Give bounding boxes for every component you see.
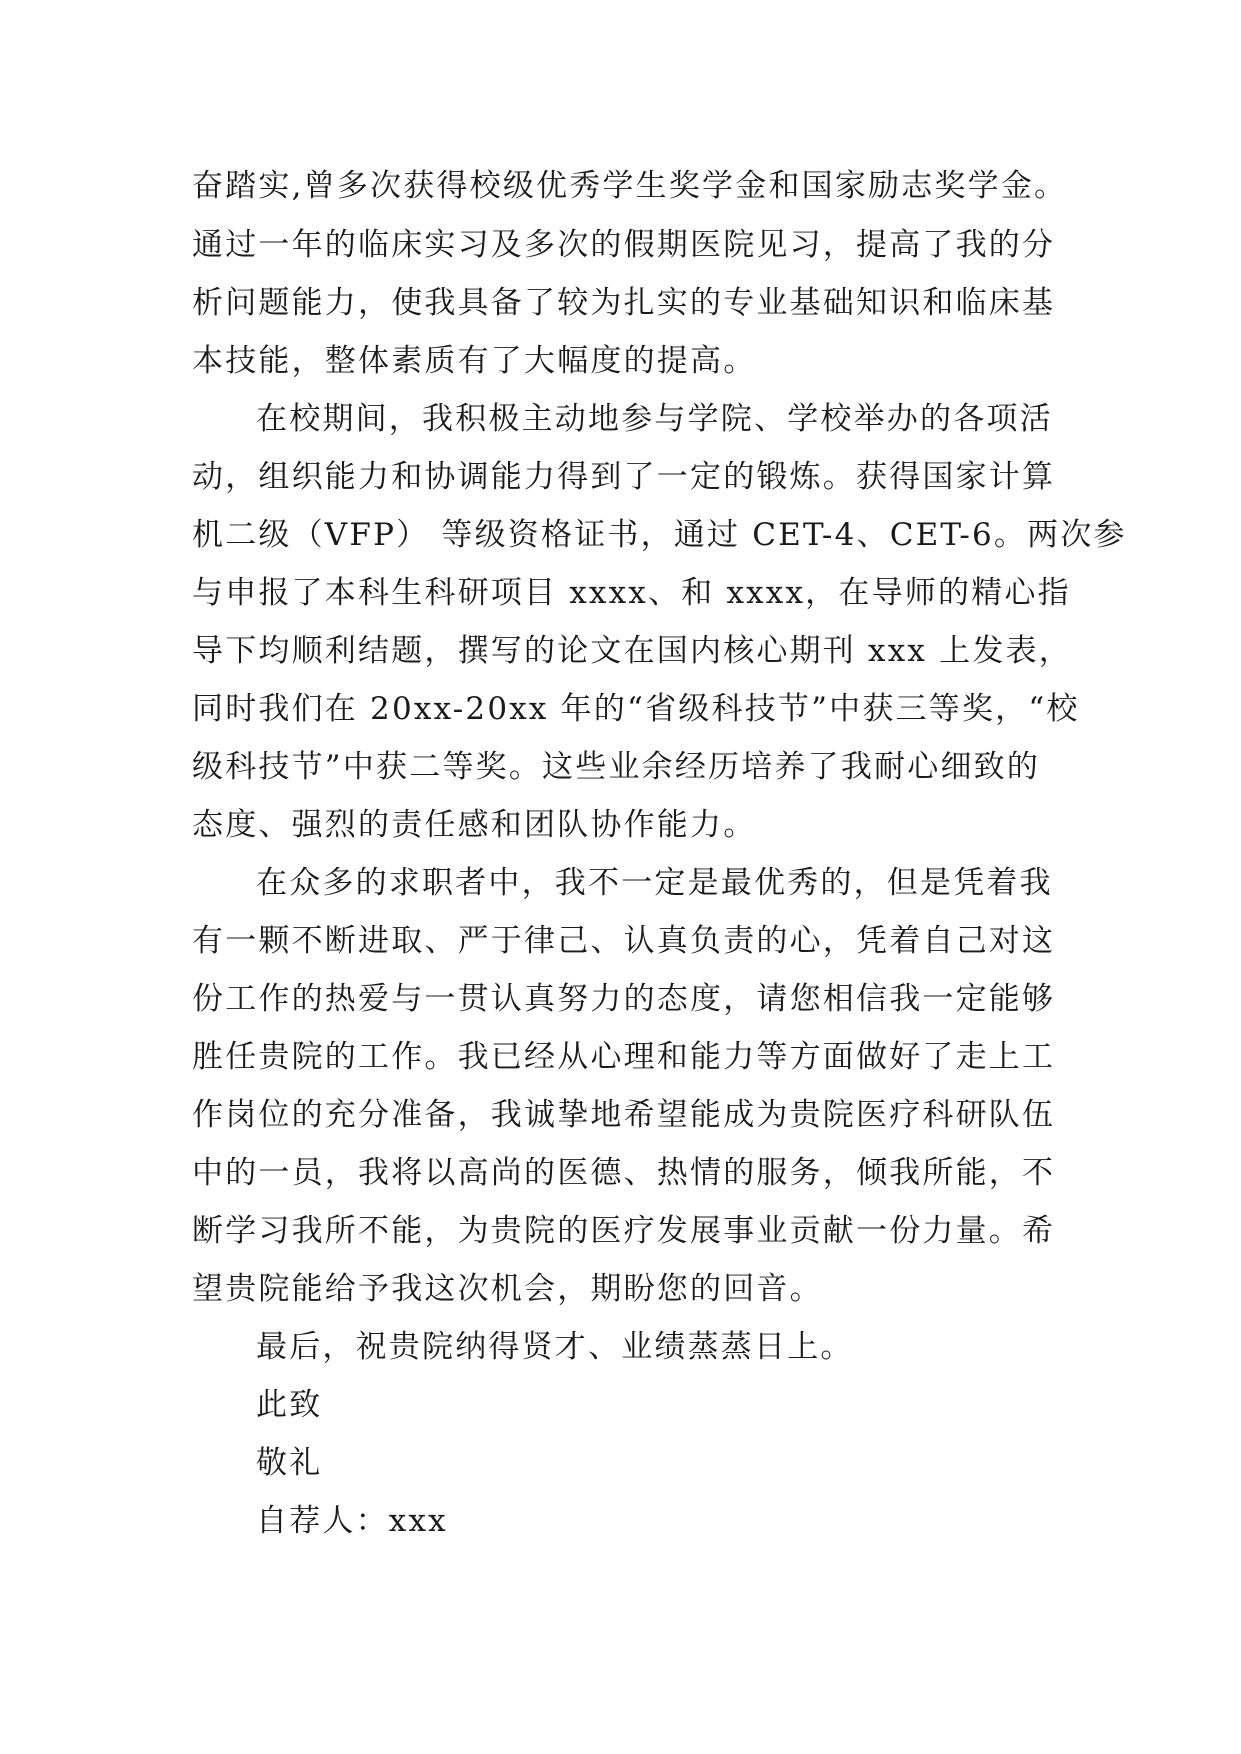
text-line: 望贵院能给予我这次机会，期盼您的回音。 [192,1271,823,1307]
paragraph-start-line: 在校期间，我积极主动地参与学院、学校举办的各项活 [256,401,1053,437]
text-line: 中的一员，我将以高尚的医德、热情的服务，倾我所能，不 [192,1155,1056,1191]
text-line: 同时我们在 20xx-20xx 年的“省级科技节”中获三等奖，“校 [192,691,1080,727]
text-line: 态度、强烈的责任感和团队协作能力。 [192,807,757,843]
text-line: 级科技节”中获二等奖。这些业余经历培养了我耐心细致的 [192,749,1041,785]
paragraph-start-line: 在众多的求职者中，我不一定是最优秀的，但是凭着我 [256,865,1053,901]
text-line: 断学习我所不能，为贵院的医疗发展事业贡献一份力量。希 [192,1213,1056,1249]
text-line: 析问题能力，使我具备了较为扎实的专业基础知识和临床基 [192,285,1056,321]
text-line: 与申报了本科生科研项目 xxxx、和 xxxx，在导师的精心指 [192,575,1071,611]
closing-wish-line: 最后，祝贵院纳得贤才、业绩蒸蒸日上。 [256,1329,854,1365]
text-line: 导下均顺利结题，撰写的论文在国内核心期刊 xxx 上发表， [192,633,1072,669]
text-line: 通过一年的临床实习及多次的假期医院见习，提高了我的分 [192,227,1056,263]
text-line: 份工作的热爱与一贯认真努力的态度，请您相信我一定能够 [192,981,1056,1017]
text-line: 动，组织能力和协调能力得到了一定的锻炼。获得国家计算 [192,459,1056,495]
text-line: 胜任贵院的工作。我已经从心理和能力等方面做好了走上工 [192,1039,1056,1075]
salutation-cizhi: 此致 [256,1387,323,1423]
text-line: 作岗位的充分准备，我诚挚地希望能成为贵院医疗科研队伍 [192,1097,1056,1133]
text-line: 有一颗不断进取、严于律己、认真负责的心，凭着自己对这 [192,923,1056,959]
text-line: 本技能，整体素质有了大幅度的提高。 [192,343,757,379]
text-line: 机二级（VFP） 等级资格证书，通过 CET-4、CET-6。两次参 [192,517,1127,553]
salutation-jingli: 敬礼 [256,1445,323,1481]
signature-line: 自荐人：xxx [256,1503,448,1539]
text-line: 奋踏实,曾多次获得校级优秀学生奖学金和国家励志奖学金。 [192,168,1068,204]
